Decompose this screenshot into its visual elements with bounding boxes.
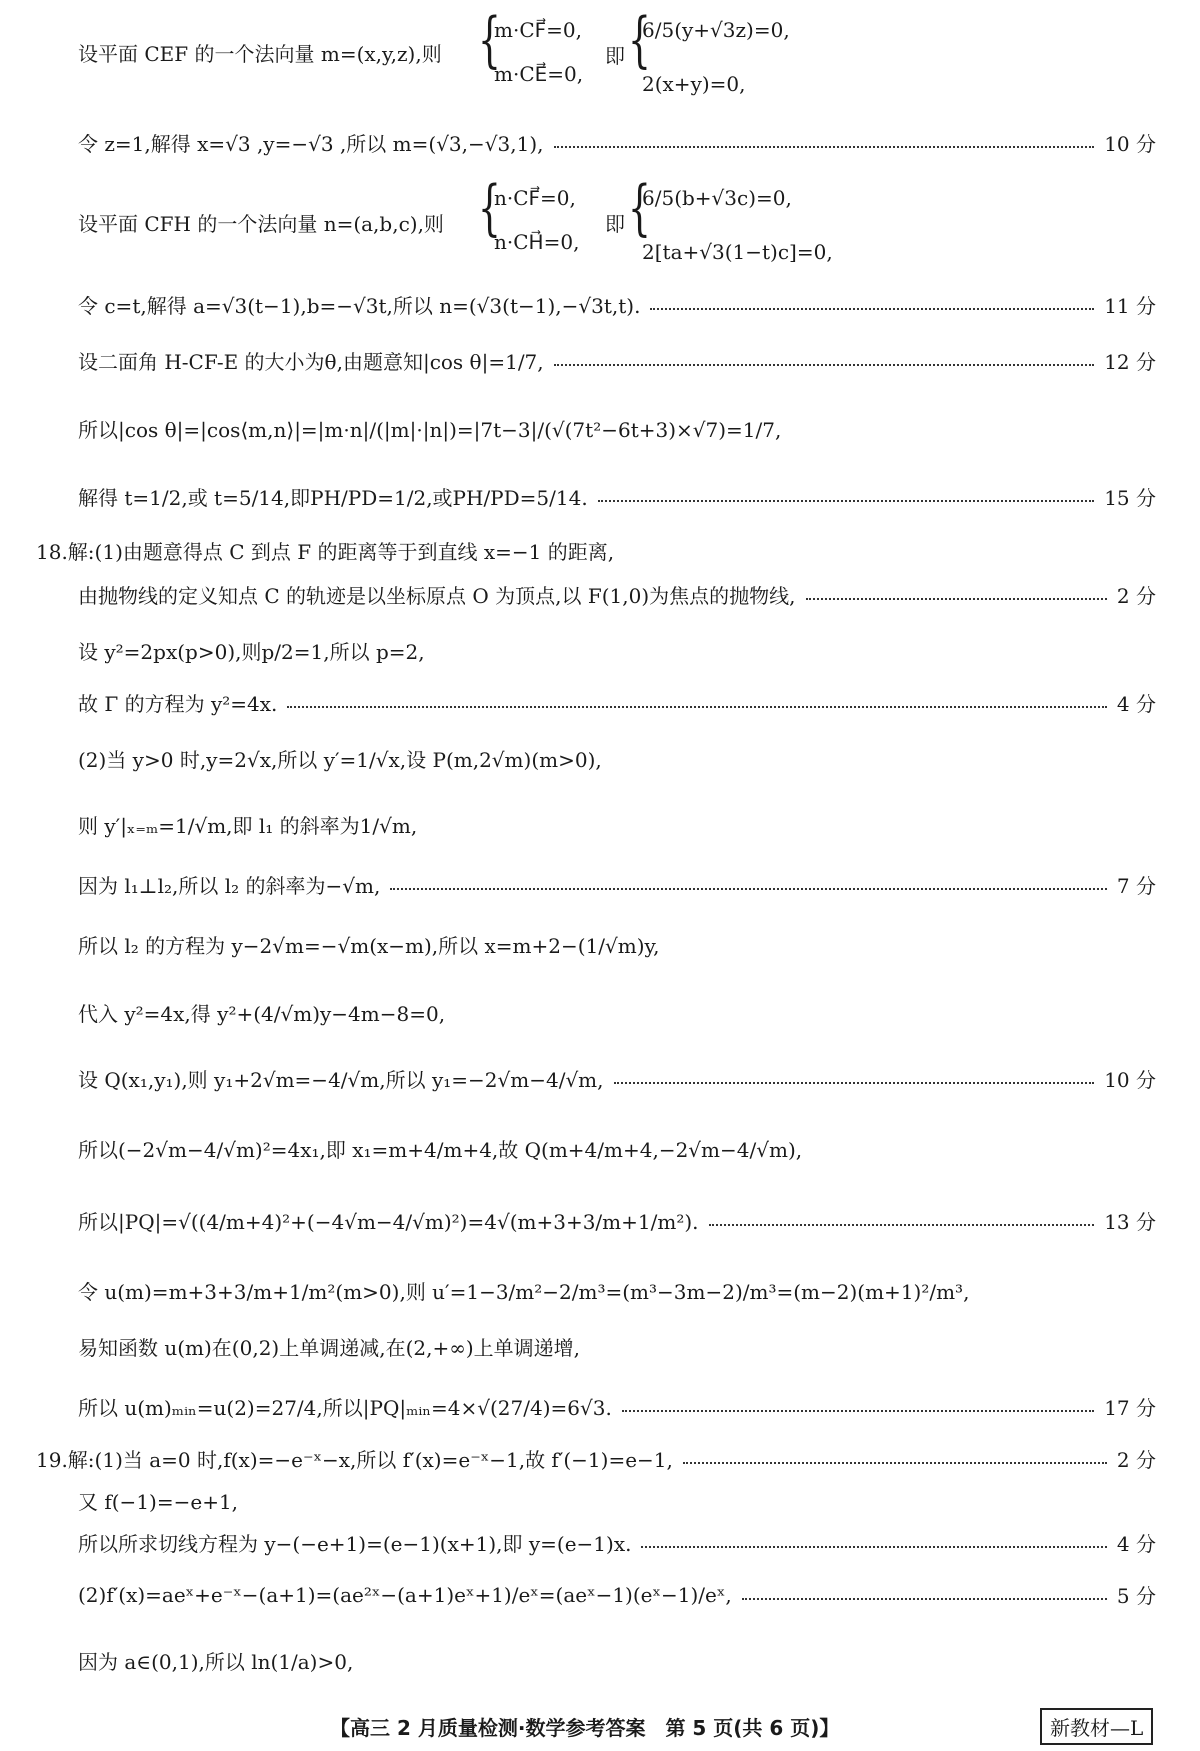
- solution-line-27: 因为 a∈(0,1),所以 ln(1/a)>0,: [78, 1650, 354, 1674]
- solution-line-2: 令 z=1,解得 x=√3 ,y=−√3 ,所以 m=(√3,−√3,1), 10 分: [78, 128, 1156, 157]
- score: 10 分: [1104, 132, 1156, 156]
- score: 5 分: [1116, 1584, 1156, 1608]
- leader-dots: [683, 1462, 1107, 1464]
- solution-line-25: 所以所求切线方程为 y−(−e+1)=(e−1)(x+1),即 y=(e−1)x. 4 分: [78, 1528, 1156, 1557]
- sys1-lead: 设平面 CEF 的一个法向量 m=(x,y,z),则: [78, 42, 442, 66]
- solution-line-12: (2)当 y>0 时,y=2√x,所以 y′=1/√x,设 P(m,2√m)(m>0),: [78, 748, 602, 772]
- sys2-eq3: 6/5(b+√3c)=0,: [642, 186, 792, 210]
- leader-dots: [650, 308, 1094, 310]
- leader-dots: [742, 1598, 1107, 1600]
- sys1-eq2: m·CE⃗=0,: [494, 62, 584, 86]
- problem-19-start: 19.解:(1)当 a=0 时,f(x)=−e⁻ˣ−x,所以 f′(x)=e⁻ˣ−1,故 f′(−1)=e−1, 2 分: [36, 1444, 1156, 1473]
- edition-tag: 新教材—L: [1040, 1708, 1153, 1745]
- sys2-lead: 设平面 CFH 的一个法向量 n=(a,b,c),则: [78, 212, 444, 236]
- solution-line-22: 所以 u(m)ₘᵢₙ=u(2)=27/4,所以|PQ|ₘᵢₙ=4×√(27/4)=6√3. 17 分: [78, 1392, 1156, 1421]
- score: 17 分: [1104, 1396, 1156, 1420]
- left-brace-icon: {: [478, 5, 501, 75]
- leader-dots: [709, 1224, 1095, 1226]
- solution-line-6: 所以|cos θ|=|cos⟨m,n⟩|=|m·n|/(|m|·|n|)=|7t−3|/(√(7t²−6t+3)×√7)=1/7,: [78, 418, 782, 442]
- problem-18-start: 18.解:(1)由题意得点 C 到点 F 的距离等于到直线 x=−1 的距离,: [36, 540, 615, 564]
- score: 15 分: [1104, 486, 1156, 510]
- sys2-eq4: 2[ta+√3(1−t)c]=0,: [642, 240, 833, 264]
- leader-dots: [806, 598, 1107, 600]
- leader-dots: [554, 364, 1095, 366]
- solution-line-17: 设 Q(x₁,y₁),则 y₁+2√m=−4/√m,所以 y₁=−2√m−4/√m, 10 分: [78, 1064, 1156, 1093]
- sys1-mid: 即: [605, 44, 625, 68]
- score: 12 分: [1104, 350, 1156, 374]
- solution-line-15: 所以 l₂ 的方程为 y−2√m=−√m(x−m),所以 x=m+2−(1/√m)y,: [78, 934, 660, 958]
- sys2-mid: 即: [605, 212, 625, 236]
- solution-line-19: 所以|PQ|=√((4/m+4)²+(−4√m−4/√m)²)=4√(m+3+3/m+1/m²). 13 分: [78, 1206, 1156, 1235]
- solution-line-16: 代入 y²=4x,得 y²+(4/√m)y−4m−8=0,: [78, 1002, 446, 1026]
- solution-line-11: 故 Γ 的方程为 y²=4x. 4 分: [78, 688, 1156, 717]
- leader-dots: [641, 1546, 1106, 1548]
- solution-line-21: 易知函数 u(m)在(0,2)上单调递减,在(2,+∞)上单调递增,: [78, 1336, 581, 1360]
- solution-line-9: 由抛物线的定义知点 C 的轨迹是以坐标原点 O 为顶点,以 F(1,0)为焦点的抛物线, 2 分: [78, 580, 1156, 609]
- sys2-eq2: n·CH⃗=0,: [494, 230, 580, 254]
- left-brace-icon: {: [628, 5, 651, 75]
- sys2-eq1: n·CF⃗=0,: [494, 186, 576, 210]
- solution-line-20: 令 u(m)=m+3+3/m+1/m²(m>0),则 u′=1−3/m²−2/m³=(m³−3m−2)/m³=(m−2)(m+1)²/m³,: [78, 1280, 970, 1304]
- leader-dots: [598, 500, 1094, 502]
- sys1-eq1: m·CF⃗=0,: [494, 18, 582, 42]
- solution-line-18: 所以(−2√m−4/√m)²=4x₁,即 x₁=m+4/m+4,故 Q(m+4/m+4,−2√m−4/√m),: [78, 1138, 803, 1162]
- score: 7 分: [1116, 874, 1156, 898]
- score: 4 分: [1116, 692, 1156, 716]
- solution-line-13: 则 y′|ₓ₌ₘ=1/√m,即 l₁ 的斜率为1/√m,: [78, 814, 418, 838]
- solution-line-4: 令 c=t,解得 a=√3(t−1),b=−√3t,所以 n=(√3(t−1),−√3t,t). 11 分: [78, 290, 1156, 319]
- solution-line-5: 设二面角 H-CF-E 的大小为θ,由题意知|cos θ|=1/7, 12 分: [78, 346, 1156, 375]
- sys1-eq3: 6/5(y+√3z)=0,: [642, 18, 790, 42]
- leader-dots: [390, 888, 1107, 890]
- left-brace-icon: {: [478, 173, 501, 243]
- left-brace-icon: {: [628, 173, 651, 243]
- score: 13 分: [1104, 1210, 1156, 1234]
- leader-dots: [287, 706, 1107, 708]
- solution-line-24: 又 f(−1)=−e+1,: [78, 1490, 239, 1514]
- solution-line-7: 解得 t=1/2,或 t=5/14,即PH/PD=1/2,或PH/PD=5/14. 15 分: [78, 482, 1156, 511]
- solution-line-10: 设 y²=2px(p>0),则p/2=1,所以 p=2,: [78, 640, 425, 664]
- leader-dots: [554, 146, 1095, 148]
- score: 4 分: [1116, 1532, 1156, 1556]
- score: 2 分: [1116, 1448, 1156, 1472]
- footer-title: 【高三 2 月质量检测·数学参考答案 第 5 页(共 6 页)】: [330, 1716, 840, 1740]
- score: 10 分: [1104, 1068, 1156, 1092]
- leader-dots: [614, 1082, 1095, 1084]
- leader-dots: [622, 1410, 1094, 1412]
- score: 2 分: [1116, 584, 1156, 608]
- sys1-eq4: 2(x+y)=0,: [642, 72, 746, 96]
- solution-line-14: 因为 l₁⊥l₂,所以 l₂ 的斜率为−√m, 7 分: [78, 870, 1156, 899]
- score: 11 分: [1104, 294, 1156, 318]
- solution-line-26: (2)f′(x)=aeˣ+e⁻ˣ−(a+1)=(ae²ˣ−(a+1)eˣ+1)/eˣ=(aeˣ−1)(eˣ−1)/eˣ, 5 分: [78, 1580, 1156, 1609]
